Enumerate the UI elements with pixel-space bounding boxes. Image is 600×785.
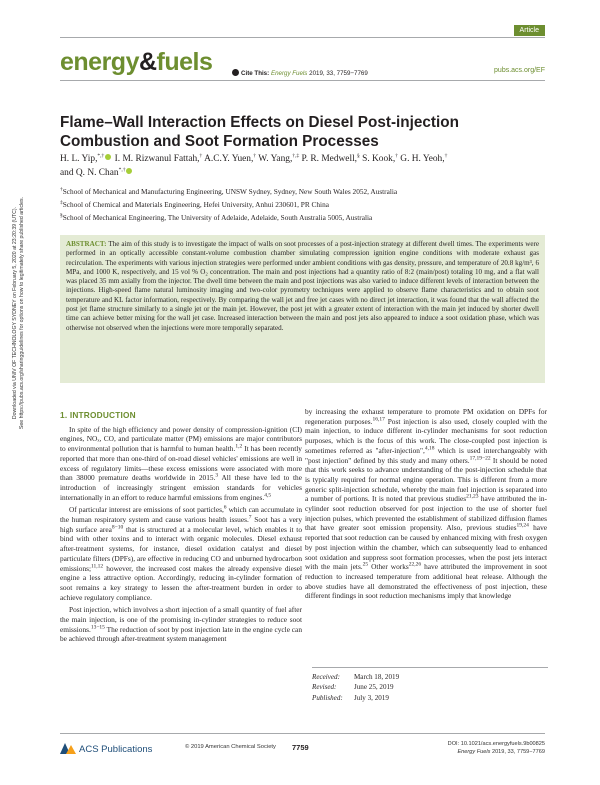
citation-ref[interactable]: 1,2: [235, 443, 243, 450]
journal-header: [60, 24, 545, 82]
cite-reference: 2019, 33, 7759−7769: [307, 70, 368, 77]
published-date: July 3, 2019: [354, 693, 389, 702]
citation-ref[interactable]: 6: [223, 504, 227, 511]
citation-ref[interactable]: 21,23: [466, 493, 479, 500]
acs-publications-logo[interactable]: [60, 743, 152, 755]
download-notice: [12, 188, 38, 438]
citation-ref[interactable]: 4,18: [424, 445, 435, 452]
author-name[interactable]: I. M. Rizwanul Fattah,: [114, 154, 200, 164]
page-number: 7759: [292, 743, 309, 752]
citation-ref[interactable]: 16,17: [372, 416, 385, 423]
author-mark: †,‡: [292, 152, 300, 159]
revised-label: Revised:: [312, 683, 337, 692]
footer-journal-name: Energy Fuels: [457, 749, 491, 755]
author-name[interactable]: W. Yang,: [258, 154, 293, 164]
affiliation-mark: §: [60, 212, 63, 219]
body-text: which is used interchangeably with "post injection" defined by this study and many others.: [305, 445, 548, 465]
citation-ref[interactable]: 19,24: [516, 523, 529, 529]
footer-citation: 2019, 33, 7759−7769: [490, 749, 545, 755]
body-text: In spite of the high efficiency and power density of compression-ignition (CI) engines, NOₓ, CO, and particulate matter (PM) emissions are major contributors to environmental pollution that is harmful to human health.: [60, 424, 302, 454]
body-paragraph: [60, 425, 302, 503]
author-mark: *,†: [118, 166, 126, 173]
header-divider-top: [60, 37, 545, 38]
header-divider-bottom: [60, 80, 545, 81]
body-text: All these have led to the introduction of increasingly stringent emission standards for vehicles internationally in an effort to reduce harmful emissions from engines.: [60, 473, 302, 502]
affiliation-item: [60, 185, 545, 198]
affiliation-mark: †: [60, 186, 63, 193]
citation-ref[interactable]: 3: [215, 472, 219, 479]
body-column-left: [60, 407, 302, 644]
body-text: It should be noted that this work seeks to advance understanding of the post-injection schedule that is typically required for normal engine operation. This is different from a more generic split-injection schedule, whereby the main fuel injection is separated into a number of portions. It is noted that previous studies: [305, 455, 547, 504]
body-text: Post injection, which involves a short injection of a small quantity of fuel after the main injection, is one of the promising in-cylinder strategies to reduce soot emissions.: [60, 605, 302, 634]
acs-logo-icon: [60, 743, 76, 754]
abstract-label: ABSTRACT:: [66, 240, 107, 248]
journal-citation: [448, 748, 545, 756]
citation-ref[interactable]: 13−15: [90, 624, 105, 631]
body-text: have attributed the in-cylinder soot reduction observed for post injection to the use of shorter fuel injection pulses, which prevented the establishment of stabilized diffusion flames that have greater soot emission propensity. Also, previous studies: [305, 494, 547, 533]
article-title: Flame–Wall Interaction Effects on Diesel Post-injection Combustion and Soot Formation Processes: [60, 114, 459, 150]
citation-ref[interactable]: 25: [362, 561, 369, 568]
cite-icon: [232, 69, 239, 76]
author-name[interactable]: P. R. Medwell,: [301, 154, 358, 164]
author-name[interactable]: S. Kook,: [362, 154, 396, 164]
body-text: Other works: [368, 562, 409, 572]
author-name[interactable]: G. H. Yeoh,: [400, 154, 445, 164]
citation-ref[interactable]: 17,19−22: [469, 455, 491, 462]
affiliation-item: [60, 211, 545, 224]
author-list: [60, 152, 545, 180]
body-text: It has been recently reported that more than one-third of on-road diesel vehicles' emissions are well in excess of regulatory limits—these excess emissions were associated with more than 38000 premature deaths worldwide in 2015.: [60, 444, 302, 483]
abstract-box: [60, 235, 545, 383]
revised-row: [312, 682, 548, 692]
body-text: Post injection is also used, closely coupled with the main injection, to induce different in-cylinder mechanisms for soot reduction purposes, which is the focus of this work. The close-coupled post injection is sometimes referred as "after-injection",: [305, 416, 547, 455]
body-text: by increasing the exhaust temperature to promote PM oxidation on DPFs for regeneration purposes.: [305, 407, 547, 426]
citation-ref[interactable]: 11,12: [91, 563, 104, 570]
publication-dates: [312, 667, 548, 722]
download-notice-line2[interactable]: See https://pubs.acs.org/sharingguidelines for options on how to legitimately share published articles.: [19, 196, 25, 430]
journal-logo-part2: fuels: [156, 48, 213, 76]
affiliation-mark: ‡: [60, 199, 63, 206]
journal-logo-amp: &: [138, 48, 157, 76]
author-name[interactable]: H. L. Yip,: [60, 154, 98, 164]
affiliation-text: School of Mechanical and Manufacturing Engineering, UNSW Sydney, Sydney, New South Wales 2052, Australia: [62, 187, 398, 196]
received-row: [312, 672, 548, 682]
affiliation-list: [60, 185, 545, 224]
body-text: The reduction of soot by post injection late in the engine cycle can be achieved through after-treatment system management: [60, 624, 302, 644]
body-text: that is structured at a molecular level, which enables it to bind with other toxins and to interact with organic molecules. Diesel exhaust after-treatment systems, for instance, diesel oxidation catalyst and diesel particulate filters (DPFs), are effective in reducing CO and unburned hydrocarbon emissions;: [60, 524, 303, 573]
received-date: March 18, 2019: [354, 673, 400, 681]
author-mark: †: [199, 152, 203, 159]
author-mark: †: [444, 152, 448, 159]
publisher-name: ACS Publications: [79, 744, 153, 755]
revised-date: June 25, 2019: [354, 683, 394, 692]
doi-block: [448, 740, 545, 756]
orcid-icon[interactable]: [126, 168, 132, 174]
citation-ref[interactable]: 7: [248, 514, 252, 521]
received-label: Received:: [312, 673, 340, 681]
author-mark: †: [253, 152, 257, 159]
published-label: Published:: [312, 693, 343, 702]
body-text: which can accumulate in the human respiratory system and cause various health issues.: [60, 505, 302, 525]
cite-this-link[interactable]: [232, 69, 368, 77]
citation-ref[interactable]: 22,26: [408, 561, 422, 568]
abstract-text: The aim of this study is to investigate the impact of walls on soot processes of a post-injection strategy at different dwell times. The experiments were performed in an optically accessible constant-volume combustion chamber simulating compression ignition engine conditions with moderate exhaust gas recirculation. The experiments with various injection strategies were performed under ambient conditions with gas density, pressure, and temperature of 20.8 kg/m³, 6 MPa, and 1000 K, respectively, and 15 vol % O₂ concentration. The main and post injections had a quantity ratio of 8:2 (main/post) totaling 10 mg, and a flat wall was placed 35 mm axially from the injector. The dwell time between the main and post injections was also varied to induce different levels of interaction between the injections. High-speed flame natural luminosity imaging and two-color pyrometry techniques were applied to observe flame characteristics and to obtain soot temperature and KL factor information, respectively. By comparing the wall jet and free jet cases with no direct jet interaction, it was found that the wall affected the post jet flame structure similarly to a single jet or the main jet. However, the post jet with a greater extent of interaction with the main jet induced by shorter dwell time can achieve better mixing for the wall jet case. Increased interaction between the main and post jets also appeared to induce a soot oxidation phase, which was otherwise not observed when the injections were more temporally separated.: [66, 240, 539, 332]
body-paragraph: [60, 605, 302, 644]
journal-logo-part1: energy: [60, 48, 139, 76]
section-heading-introduction: 1. INTRODUCTION: [60, 410, 136, 420]
author-name[interactable]: A.C.Y. Yuen,: [204, 154, 254, 164]
author-mark: §: [357, 152, 360, 159]
author-name[interactable]: and Q. N. Chan: [60, 168, 119, 178]
journal-website-link[interactable]: pubs.acs.org/EF: [494, 67, 545, 74]
author-mark: *,†: [97, 152, 105, 159]
body-paragraph: [305, 407, 547, 601]
page-footer: [60, 733, 545, 762]
body-text: have reported that soot reduction can be caused by enhanced mixing with fresh oxygen by post injection within the chamber, which can subsequently lead to enhanced soot oxidation and suppress soot formation processes, when the post jets interact with the main jets.: [305, 523, 548, 572]
orcid-icon[interactable]: [105, 154, 111, 160]
body-text: however, the increased cost makes the already expensive diesel engine a less attractive option. Accordingly, reducing in-cylinder formation of soot remains a key strategy to lessen the after-treatment burden in order to achieve regulatory compliance.: [60, 563, 302, 602]
affiliation-text: School of Mechanical Engineering, The University of Adelaide, Adelaide, South Australia 5005, Australia: [62, 213, 373, 222]
citation-ref[interactable]: 8−10: [111, 524, 124, 531]
body-text: have attributed the improvement in soot reduction to increased temperature from additional heat release. Although the above studies have all demonstrated the effectiveness of post injection, these different findings in soot reduction mechanisms imply that knowledge: [305, 562, 547, 601]
body-column-right: [305, 407, 547, 601]
body-paragraph: [60, 505, 302, 602]
journal-logo[interactable]: [60, 49, 212, 75]
affiliation-text: School of Chemical and Materials Engineering, Hefei University, Anhui 230601, PR China: [62, 200, 329, 209]
published-row: [312, 693, 548, 703]
article-type-badge: Article: [514, 25, 545, 36]
cite-label: Cite This:: [241, 70, 270, 77]
copyright-notice: © 2019 American Chemical Society: [185, 744, 276, 750]
body-text: Soot has a very high surface area: [60, 515, 302, 534]
doi-link[interactable]: DOI: 10.1021/acs.energyfuels.9b00825: [447, 741, 545, 747]
affiliation-item: [60, 198, 545, 211]
citation-ref[interactable]: 4,5: [264, 492, 272, 499]
download-notice-line1: Downloaded via UNIV OF TECHNOLOGY SYDNEY on February 5, 2020 at 23:20:39 (UTC).: [12, 206, 18, 420]
cite-journal: Energy Fuels: [270, 70, 308, 77]
body-text: Of particular interest are emissions of soot particles,: [69, 505, 224, 515]
author-mark: †: [395, 152, 398, 159]
